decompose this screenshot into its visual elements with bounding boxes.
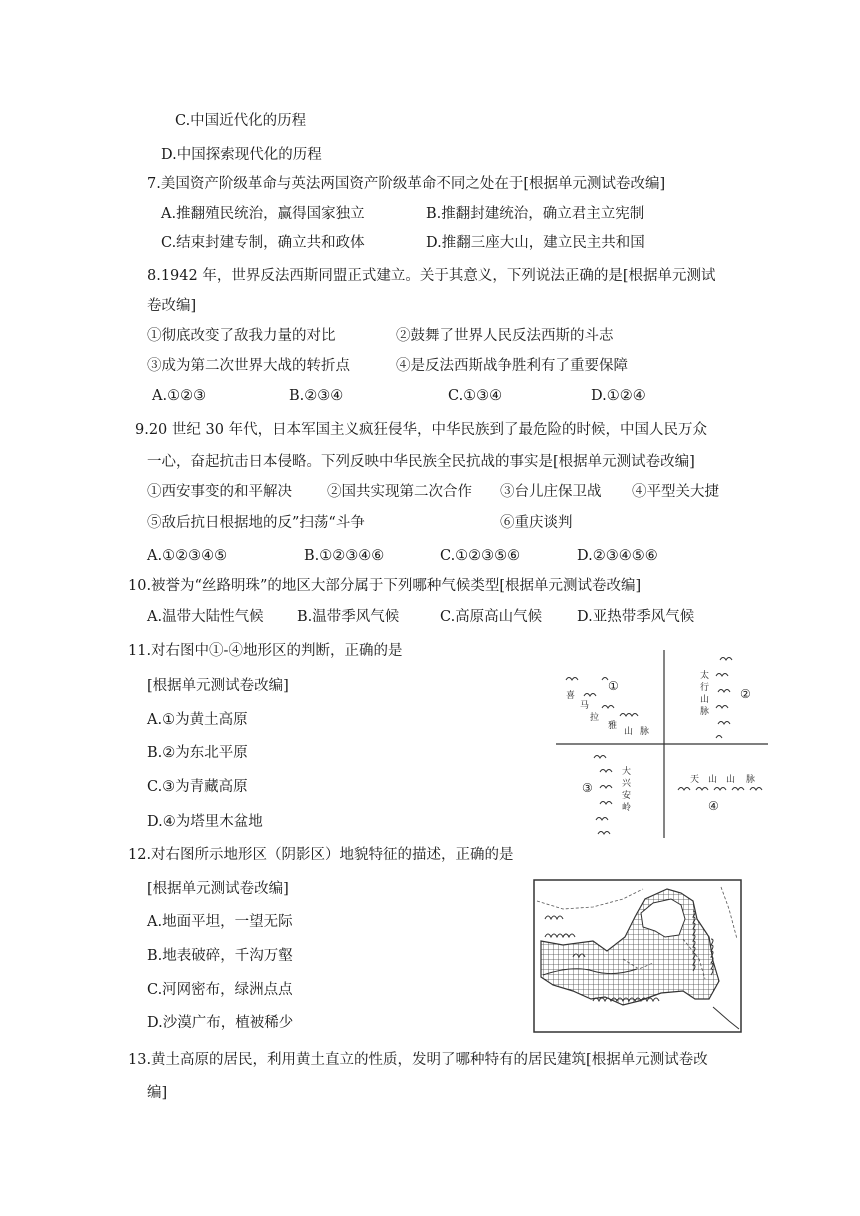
- q11-mountain2-char2: 行: [700, 683, 710, 693]
- q10-stem: 10.被誉为“丝路明珠”的地区大部分属于下列哪种气候类型[根据单元测试卷改编]: [128, 578, 642, 594]
- q11-option-a: A.①为黄土高原: [147, 712, 248, 728]
- q9-option-d: D.②③④⑤⑥: [577, 548, 658, 564]
- q7-option-c: C.结束封建专制，确立共和政体: [161, 235, 365, 251]
- q10-option-b: B.温带季风气候: [297, 609, 400, 625]
- q11-option-c: C.③为青藏高原: [147, 779, 248, 795]
- q7-option-a: A.推翻殖民统治，赢得国家独立: [161, 206, 365, 222]
- q11-region-label-1: ①: [608, 679, 619, 693]
- q11-mountain2-char1: 太: [700, 671, 710, 681]
- q9-event-3: ③台儿庄保卫战: [500, 484, 602, 500]
- q13-stem-line2: 编]: [147, 1085, 168, 1101]
- q11-region-label-4: ④: [708, 799, 719, 813]
- q8-statement-1: ①彻底改变了敌我力量的对比: [147, 328, 336, 344]
- q11-mountain3-char1: 大: [622, 767, 632, 777]
- q9-stem-line1: 9.20 世纪 30 年代，日本军国主义疯狂侵华，中华民族到了最危险的时候，中国人民万众: [135, 422, 708, 438]
- q10-option-c: C.高原高山气候: [440, 609, 543, 625]
- q11-mountain2-char3: 山: [700, 695, 710, 705]
- q12-stem: 12.对右图所示地形区（阴影区）地貌特征的描述，正确的是: [128, 847, 514, 863]
- q12-option-d: D.沙漠广布，植被稀少: [147, 1015, 294, 1031]
- q9-event-4: ④平型关大捷: [632, 484, 719, 500]
- q13-stem-line1: 13.黄土高原的居民，利用黄土直立的性质，发明了哪种特有的居民建筑[根据单元测试卷改: [128, 1052, 708, 1068]
- q7-option-b: B.推翻封建统治，确立君主立宪制: [426, 206, 645, 222]
- q11-region-label-3: ③: [582, 781, 593, 795]
- q12-source: [根据单元测试卷改编]: [147, 881, 289, 897]
- q11-region-label-2: ②: [740, 687, 751, 701]
- q11-mountain1-char6: 脉: [640, 727, 650, 737]
- q10-option-d: D.亚热带季风气候: [577, 609, 695, 625]
- q11-terrain-figure: [556, 650, 770, 840]
- q11-mountain4-char3: 山: [726, 775, 736, 785]
- q11-option-d: D.④为塔里木盆地: [147, 814, 263, 830]
- q11-mountain2-char4: 脉: [700, 707, 710, 717]
- q9-event-1: ①西安事变的和平解决: [147, 484, 292, 500]
- q9-stem-line2: 一心，奋起抗击日本侵略。下列反映中华民族全民抗战的事实是[根据单元测试卷改编]: [147, 454, 695, 470]
- q8-option-b: B.②③④: [289, 388, 344, 404]
- q8-option-d: D.①②④: [591, 388, 646, 404]
- q8-stem-line1: 8.1942 年，世界反法西斯同盟正式建立。关于其意义，下列说法正确的是[根据单元测试: [147, 268, 716, 284]
- q6-option-d: D.中国探索现代化的历程: [161, 147, 322, 163]
- q9-event-5: ⑤敌后抗日根据地的反”扫荡“斗争: [147, 515, 365, 531]
- q8-option-c: C.①③④: [448, 388, 503, 404]
- q8-statement-3: ③成为第二次世界大战的转折点: [147, 358, 350, 374]
- q9-option-b: B.①②③④⑥: [304, 548, 385, 564]
- q11-option-b: B.②为东北平原: [147, 745, 248, 761]
- q9-option-a: A.①②③④⑤: [147, 548, 228, 564]
- q11-mountain3-char2: 兴: [622, 779, 632, 789]
- q12-option-a: A.地面平坦，一望无际: [147, 914, 293, 930]
- q12-option-b: B.地表破碎，千沟万壑: [147, 948, 293, 964]
- q9-option-c: C.①②③⑤⑥: [440, 548, 521, 564]
- q11-mountain1-char2: 马: [580, 701, 590, 711]
- q11-source: [根据单元测试卷改编]: [147, 678, 289, 694]
- q11-mountain4-char1: 天: [690, 775, 700, 785]
- q11-mountain4-char2: 山: [708, 775, 718, 785]
- q10-option-a: A.温带大陆性气候: [147, 609, 264, 625]
- q7-option-d: D.推翻三座大山，建立民主共和国: [426, 235, 645, 251]
- q11-stem: 11.对右图中①-④地形区的判断，正确的是: [128, 643, 403, 659]
- q8-option-a: A.①②③: [152, 388, 207, 404]
- q11-mountain1-char1: 喜: [566, 691, 576, 701]
- q6-option-c: C.中国近代化的历程: [175, 113, 307, 129]
- q8-statement-2: ②鼓舞了世界人民反法西斯的斗志: [396, 328, 614, 344]
- q11-mountain1-char4: 雅: [608, 721, 618, 731]
- q9-event-2: ②国共实现第二次合作: [327, 484, 472, 500]
- q11-mountain3-char3: 安: [622, 791, 632, 801]
- q8-stem-line2: 卷改编]: [147, 298, 197, 314]
- q8-statement-4: ④是反法西斯战争胜利有了重要保障: [396, 358, 628, 374]
- q12-loess-plateau-map: [533, 879, 743, 1034]
- q9-event-6: ⑥重庆谈判: [500, 515, 573, 531]
- q11-mountain1-char3: 拉: [590, 713, 600, 723]
- q12-option-c: C.河网密布，绿洲点点: [147, 982, 293, 998]
- q11-mountain3-char4: 岭: [622, 803, 632, 813]
- q11-mountain4-char4: 脉: [746, 775, 756, 785]
- q11-mountain1-char5: 山: [624, 727, 634, 737]
- q7-stem: 7.美国资产阶级革命与英法两国资产阶级革命不同之处在于[根据单元测试卷改编]: [147, 176, 666, 192]
